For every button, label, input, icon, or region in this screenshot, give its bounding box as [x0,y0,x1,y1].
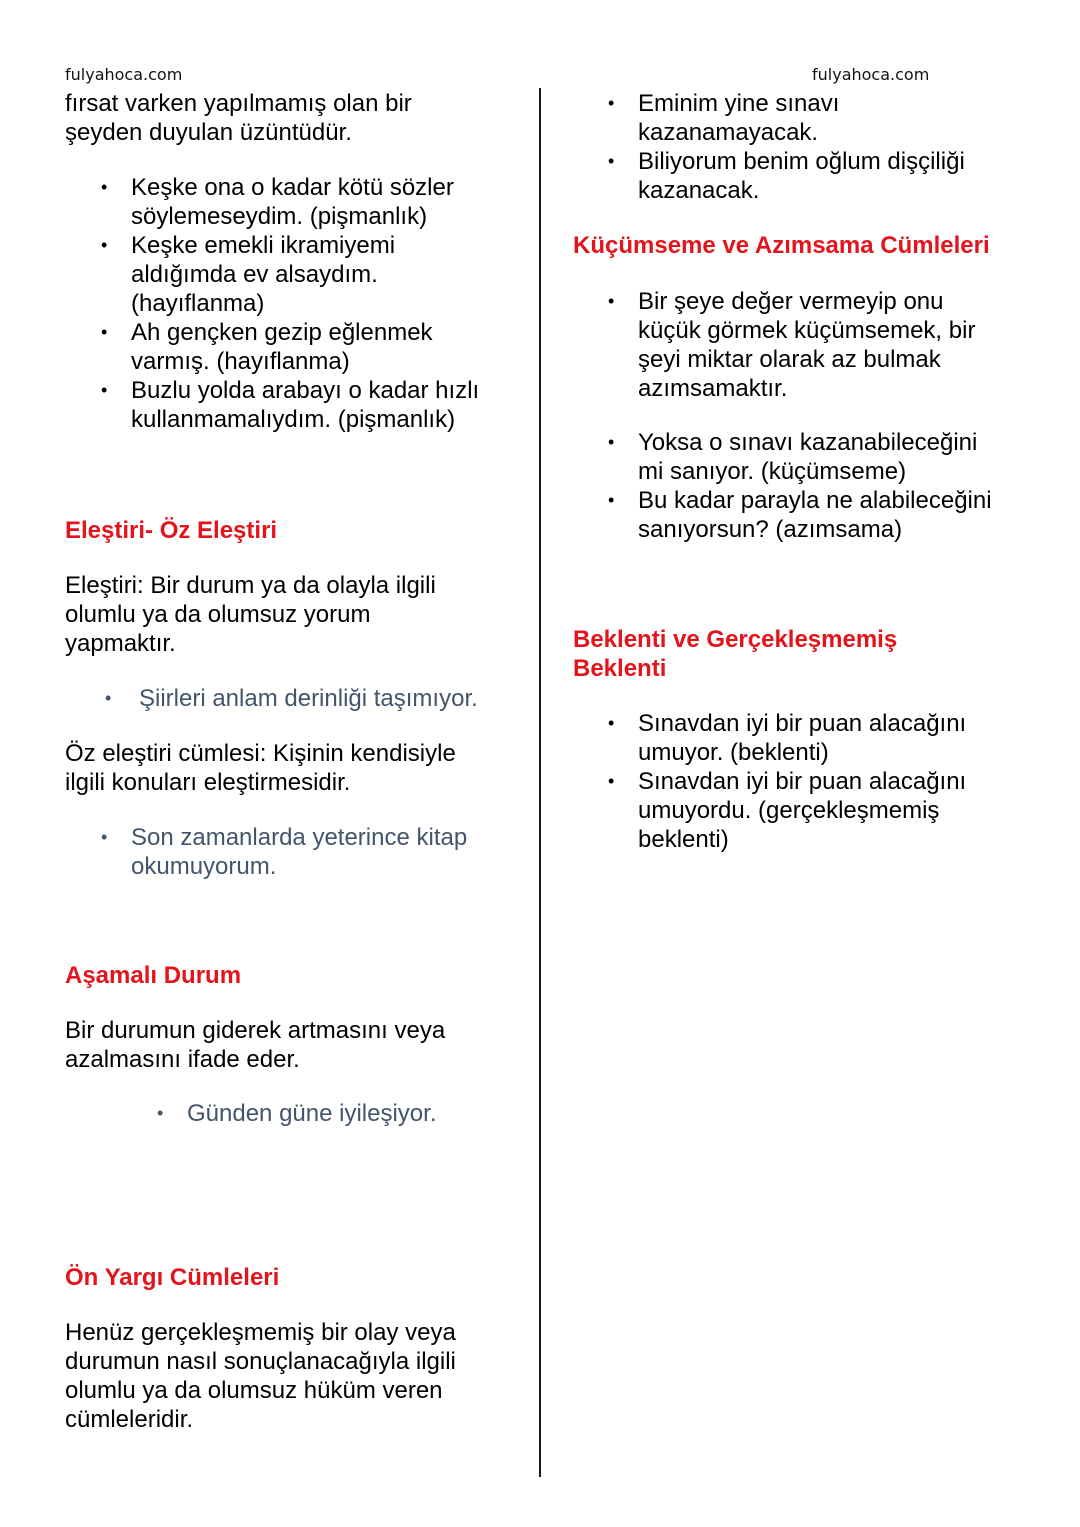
list-item [608,486,992,544]
text-line: Eminim yine sınavı [638,90,840,117]
intro-paragraph [65,89,412,147]
bullet-icon: • [101,380,108,400]
text-line: varmış. (hayıflanma) [131,348,350,375]
list-item [608,287,976,403]
section-title-expectation [573,625,897,683]
text-line: (hayıflanma) [131,290,265,317]
text-line: olumlu ya da olumsuz hüküm veren [65,1377,443,1404]
heading-line: Beklenti [573,655,667,682]
text-line: azalmasını ifade eder. [65,1046,300,1073]
text-line: ilgili konuları eleştirmesidir. [65,769,351,796]
text-line: Öz eleştiri cümlesi: Kişinin kendisiyle [65,740,456,767]
text-line: Henüz gerçekleşmemiş bir olay veya [65,1319,456,1346]
text-line: Eleştiri: Bir durum ya da olayla ilgili [65,572,436,599]
bullet-icon: • [608,490,615,510]
bullet-icon: • [101,177,108,197]
text-line: azımsamaktır. [638,375,788,402]
text-line: kullanmamalıydım. (pişmanlık) [131,406,456,433]
belittling-example-list [608,428,992,544]
bullet-icon: • [157,1103,164,1123]
text-line: Yoksa o sınavı kazanabileceğini [638,429,978,456]
bullet-icon: • [608,771,615,791]
text-line: şeyi miktar olarak az bulmak [638,346,941,373]
text-line: sanıyorsun? (azımsama) [638,516,903,543]
list-item [101,173,479,231]
gradual-example-list [157,1099,437,1128]
list-item [608,428,992,486]
self-criticism-definition [65,739,456,797]
text-line: Sınavdan iyi bir puan alacağını [638,710,967,737]
bullet-icon: • [608,93,615,113]
text-line: Bir şeye değer vermeyip onu [638,288,944,315]
criticism-example-list [105,684,478,713]
list-item [608,767,967,854]
list-item [101,231,479,318]
text-line: Sınavdan iyi bir puan alacağını [638,768,967,795]
text-line: olumlu ya da olumsuz yorum [65,601,371,628]
text-line: Biliyorum benim oğlum dişçiliği [638,148,965,175]
bullet-icon: • [608,291,615,311]
text-line: fırsat varken yapılmamış olan bir [65,90,412,117]
gradual-definition [65,1016,445,1074]
text-line: okumuyorum. [131,853,277,880]
section-title-belittling: Küçümseme ve Azımsama Cümleleri [573,232,990,259]
expectation-example-list [608,709,967,854]
text-line: Keşke emekli ikramiyemi [131,232,396,259]
list-item [101,376,480,434]
bullet-icon: • [101,322,108,342]
bullet-icon: • [105,688,112,708]
section-title-gradual: Aşamalı Durum [65,962,242,989]
list-item [608,89,965,147]
text-line: beklenti) [638,826,729,853]
text-line: söylemeseydim. (pişmanlık) [131,203,428,230]
watermark-right: fulyahoca.com [812,65,930,84]
list-item [101,318,479,376]
bullet-icon: • [608,151,615,171]
belittling-definition-list [608,287,976,403]
text-line: umuyor. (beklenti) [638,739,829,766]
text-line: Bir durumun giderek artmasını veya [65,1017,446,1044]
bullet-icon: • [608,713,615,733]
list-item [608,709,967,767]
text-line: Buzlu yolda arabayı o kadar hızlı [131,377,480,404]
section-title-prejudice: Ön Yargı Cümleleri [65,1264,280,1291]
text-line: Son zamanlarda yeterince kitap [131,824,468,851]
criticism-definition [65,571,436,658]
text-line: umuyordu. (gerçekleşmemiş [638,797,940,824]
text-line: mi sanıyor. (küçümseme) [638,458,907,485]
column-divider [539,88,541,1477]
list-item [101,823,468,881]
bullet-icon: • [101,827,108,847]
text-line: cümleleridir. [65,1406,194,1433]
section-title-criticism: Eleştiri- Öz Eleştiri [65,517,278,544]
text-line: Bu kadar parayla ne alabileceğini [638,487,992,514]
text-line: Ah gençken gezip eğlenmek [131,319,433,346]
heading-line: Beklenti ve Gerçekleşmemiş [573,626,898,653]
prejudice-definition [65,1318,456,1434]
prejudice-example-list [608,89,965,205]
bullet-icon: • [101,235,108,255]
text-line: küçük görmek küçümsemek, bir [638,317,976,344]
self-criticism-example-list [101,823,468,881]
bullet-icon: • [608,432,615,452]
text-line: aldığımda ev alsaydım. [131,261,378,288]
text-line: kazanacak. [638,177,760,204]
text-line: kazanamayacak. [638,119,819,146]
text-line: Keşke ona o kadar kötü sözler [131,174,454,201]
list-item [105,684,478,713]
text-line: yapmaktır. [65,630,176,657]
regret-example-list [101,173,480,434]
watermark-left: fulyahoca.com [65,65,183,84]
list-item [157,1099,437,1128]
text-line: şeyden duyulan üzüntüdür. [65,119,352,146]
text-line: Şiirleri anlam derinliği taşımıyor. [139,685,478,712]
text-line: durumun nasıl sonuçlanacağıyla ilgili [65,1348,456,1375]
list-item [608,147,965,205]
text-line: Günden güne iyileşiyor. [187,1100,437,1127]
